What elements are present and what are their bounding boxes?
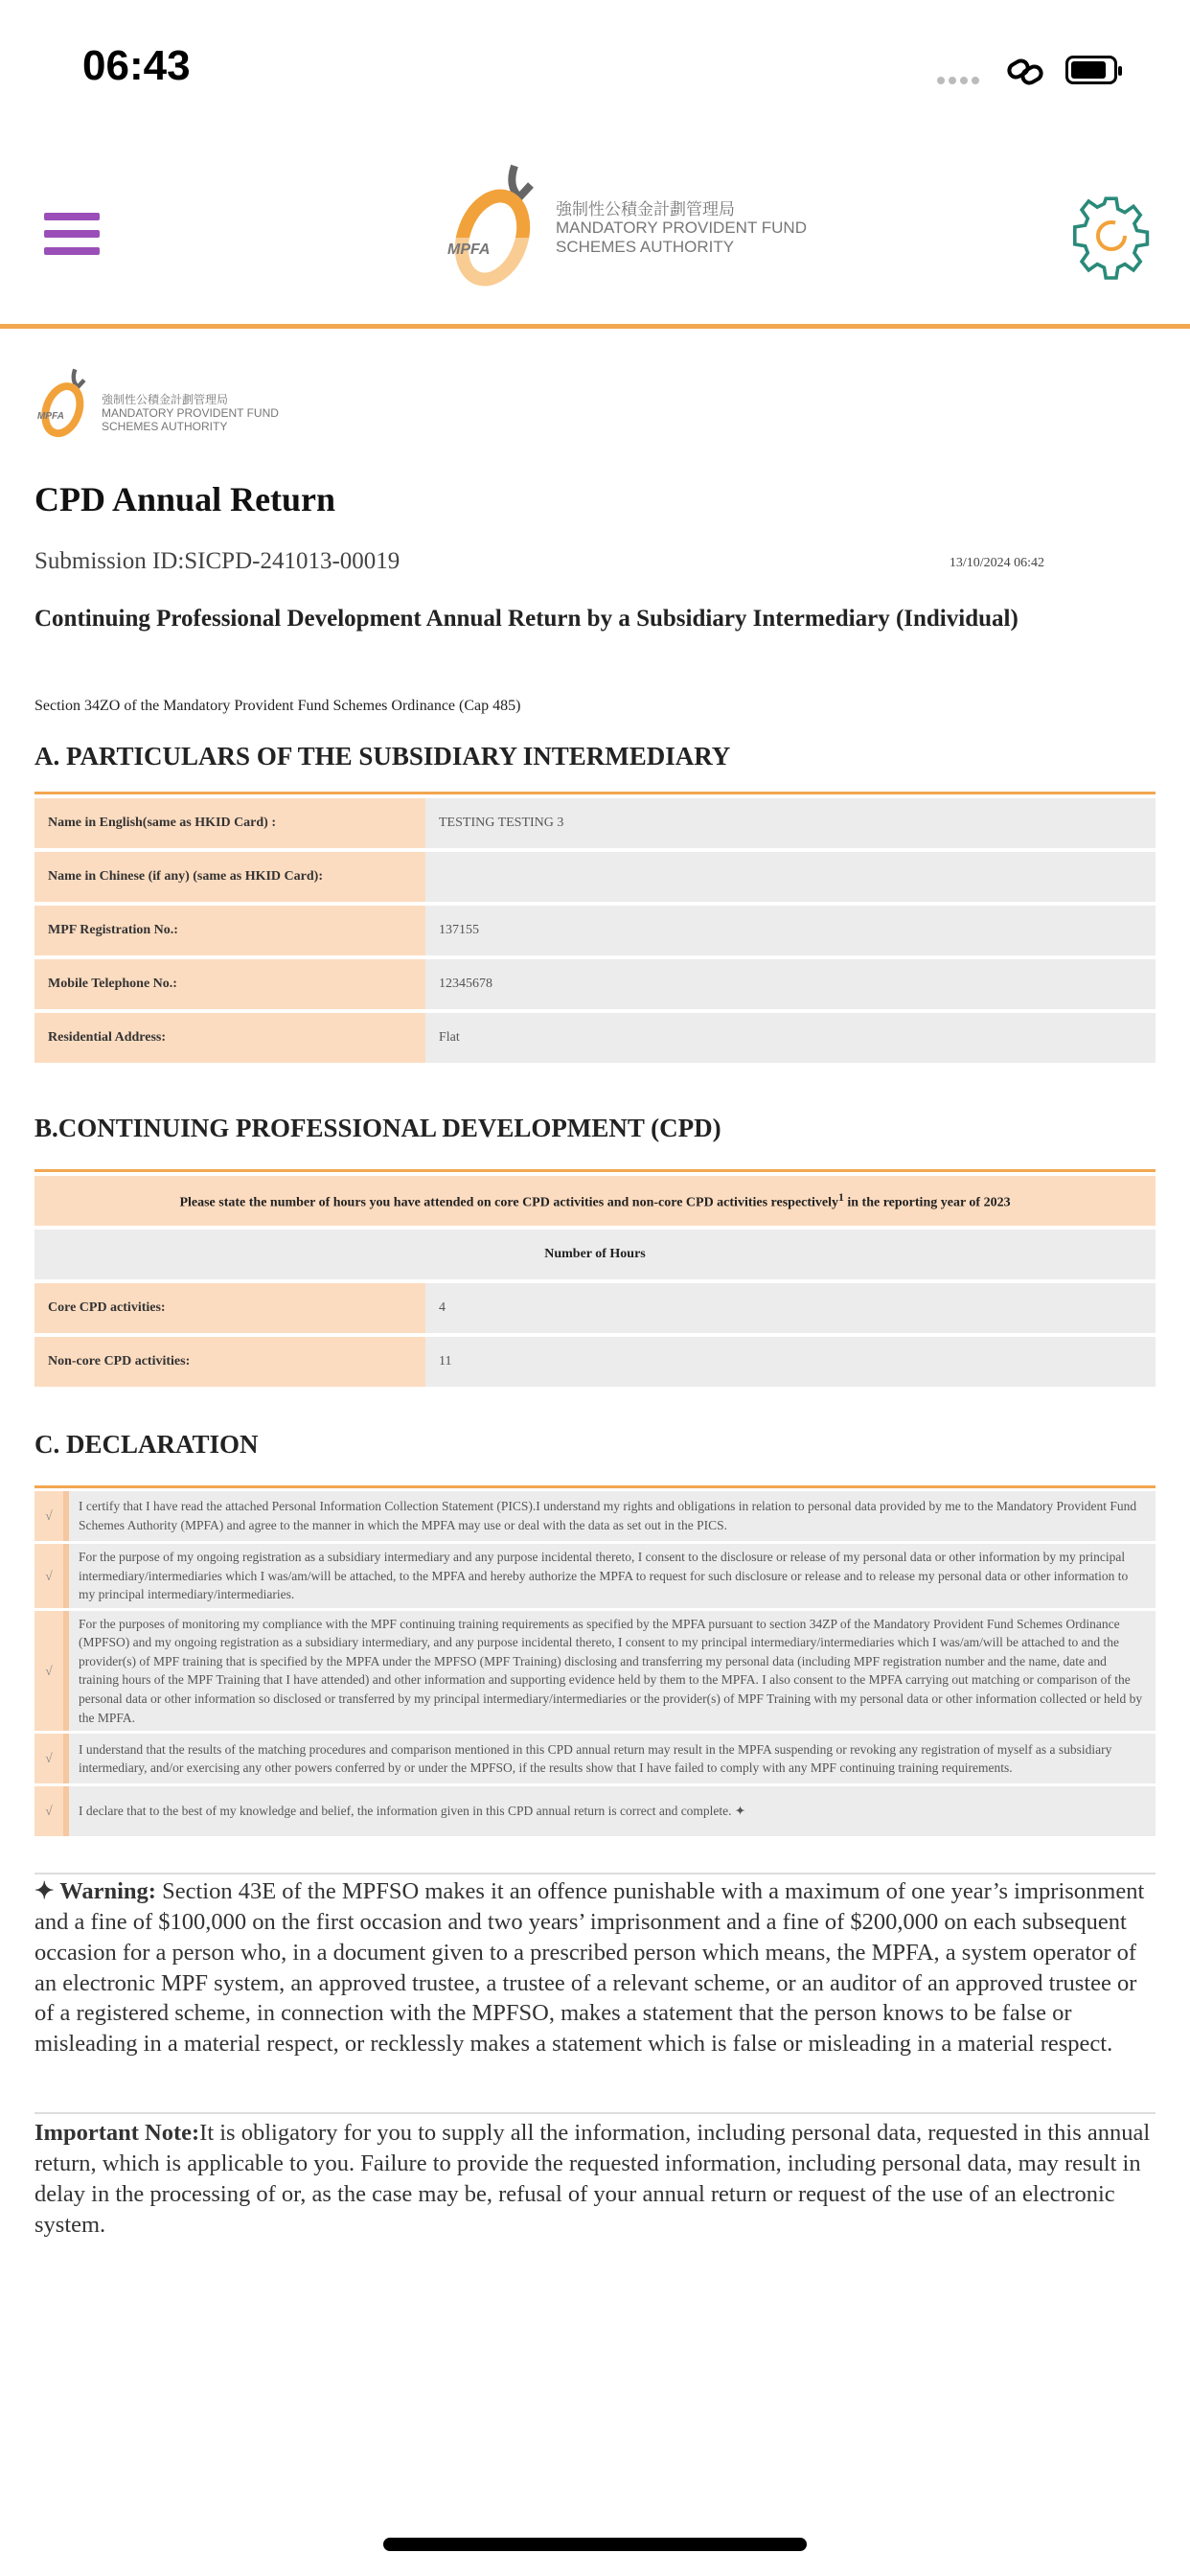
signal-icon — [937, 77, 979, 84]
divider — [34, 2112, 1156, 2114]
table-row — [34, 1283, 1156, 1333]
settings-gear-icon[interactable] — [1073, 192, 1150, 280]
section-reference: Section 34ZO of the Mandatory Provident Fund Schemes Ordinance (Cap 485) — [34, 698, 521, 714]
field-label: MPF Registration No.: — [34, 906, 425, 955]
table-row — [34, 852, 1156, 902]
logo-cn: 強制性公積金計劃管理局 — [556, 199, 735, 218]
important-note — [34, 2118, 1160, 2240]
field-value: 12345678 — [425, 959, 1156, 1009]
declaration-text: For the purposes of monitoring my compliance with the MPF continuing training requirements as specified by the MPFA pursuant to section 34ZP of the Mandatory Provident Fund Schemes Ordinance (MPFSO) and my ongoing registration as a subsidiary intermediary, and any purpose incidental thereto, I consent to my principal intermediary/intermediaries which I was/am/will be attached to and the provider(s) of MPF training that is specified by the MPFA under the MPFSO (MPF Training) disclosing and transferring my personal data (including MPF registration number and the name, date and training hours of the MPF Training that I have attended) and other information and supporting evidence held by them to the MPFA. I also consent to the MPFA carrying out matching or comparison of the personal data or other information so disclosed or transferred by my principal intermediary/intermediaries or the provider(s) of MPF Training with my personal data or other information collected or held by the MPFA. — [69, 1611, 1156, 1731]
warning-body: Section 43E of the MPFSO makes it an offence punishable with a maximum of one year’s imprisonment and a fine of $100,000 on the first occasion and two years’ imprisonment and a fine of $200,000 on each subsequent occasion for a person who, in a document given to a prescribed person which means, the MPFA, a system operator of an electronic MPF system, an approved trustee, a trustee of a relevant scheme, or an auditor of an approved trustee or of a registered scheme, in connection with the MPFSO, makes a statement that the person knows to be false or misleading in a material respect, or recklessly makes a statement which is false or misleading in a material respect. — [34, 1878, 1145, 2058]
section-a-heading: A. PARTICULARS OF THE SUBSIDIARY INTERMEDIARY — [34, 742, 731, 770]
mpfa-logo-small-icon — [34, 366, 94, 443]
declaration-text: I certify that I have read the attached Personal Information Collection Statement (PICS).I understand my rights and obligations in relation to personal data provided by me to the Mandatory Provident Fund Schemes Authority (MPFA) and agree to the manner in which the MPFA may use or deal with the data as set out in the PICS. — [69, 1491, 1156, 1541]
warning-text — [34, 1876, 1160, 2059]
field-value: TESTING TESTING 3 — [425, 798, 1156, 848]
cpd-prompt-row — [34, 1176, 1156, 1226]
declaration-item — [34, 1734, 1156, 1783]
header-divider — [0, 324, 1190, 329]
svg-text:MPFA: MPFA — [36, 411, 64, 423]
divider — [34, 1873, 1156, 1874]
mpfa-logo-document — [34, 366, 279, 443]
warning-label: ✦ Warning: — [34, 1878, 156, 1904]
logo-en1: MANDATORY PROVIDENT FUND — [102, 406, 279, 421]
table-row — [34, 906, 1156, 955]
declaration-table — [34, 1485, 1156, 1839]
menu-button[interactable] — [44, 213, 100, 255]
declaration-text: I declare that to the best of my knowledge and belief, the information given in this CPD annual return is correct and complete. ✦ — [69, 1786, 1156, 1836]
checkmark-icon: √ — [34, 1491, 69, 1541]
checkmark-icon: √ — [34, 1611, 69, 1731]
checkmark-icon: √ — [34, 1544, 69, 1608]
logo-cn: 強制性公積金計劃管理局 — [102, 393, 229, 407]
submission-id: Submission ID:SICPD-241013-00019 — [34, 548, 400, 574]
field-label: Non-core CPD activities: — [34, 1337, 425, 1387]
page-title: CPD Annual Return — [34, 480, 336, 518]
svg-text:MPFA: MPFA — [447, 242, 491, 258]
table-row — [34, 798, 1156, 848]
cpd-prompt: Please state the number of hours you have attended on core CPD activities and non-core CPD activities respectively — [179, 1195, 839, 1210]
table-row — [34, 1013, 1156, 1063]
home-indicator[interactable] — [383, 2538, 807, 2551]
table-row — [34, 959, 1156, 1009]
cpd-hours-table — [34, 1169, 1156, 1391]
submission-date: 13/10/2024 06:42 — [949, 556, 1044, 570]
declaration-text: I understand that the results of the matching procedures and comparison mentioned in this CPD annual return may result in the MPFA suspending or revoking any registration of myself as a subsidiary intermediary, and/or exercising any other powers conferred by or under the MPFSO, if the results show that I have failed to comply with any MPF continuing training requirements. — [69, 1734, 1156, 1783]
hours-header-row — [34, 1230, 1156, 1279]
footnote-ref: 1 — [838, 1190, 844, 1204]
field-value — [425, 852, 1156, 902]
mpfa-logo-header — [443, 161, 807, 295]
declaration-item — [34, 1544, 1156, 1608]
checkmark-icon: √ — [34, 1734, 69, 1783]
particulars-table — [34, 792, 1156, 1067]
table-row — [34, 1337, 1156, 1387]
checkmark-icon: √ — [34, 1786, 69, 1836]
field-value: 11 — [425, 1337, 1156, 1387]
mpfa-logo-icon — [443, 161, 548, 295]
declaration-text: For the purpose of my ongoing registration as a subsidiary intermediary and any purpose incidental thereto, I consent to the disclosure or release of my personal data or other information by my principal intermediary/intermediaries which I was/am/will be attached, to the MPFA and hereby authorize the MPFA to request for such disclosure or release and to release my personal data or other information to my principal intermediary/intermediaries. — [69, 1544, 1156, 1608]
logo-en1: MANDATORY PROVIDENT FUND — [556, 218, 807, 238]
field-label: Residential Address: — [34, 1013, 425, 1063]
field-value: Flat — [425, 1013, 1156, 1063]
hours-header: Number of Hours — [34, 1230, 1156, 1279]
field-value: 4 — [425, 1283, 1156, 1333]
cpd-prompt-year: in the reporting year of 2023 — [843, 1195, 1011, 1210]
status-time: 06:43 — [82, 42, 191, 89]
section-b-heading: B.CONTINUING PROFESSIONAL DEVELOPMENT (CPD) — [34, 1114, 721, 1142]
note-label: Important Note: — [34, 2120, 200, 2146]
battery-icon — [1065, 56, 1117, 84]
declaration-item — [34, 1611, 1156, 1731]
field-value: 137155 — [425, 906, 1156, 955]
field-label: Name in Chinese (if any) (same as HKID Card): — [34, 852, 425, 902]
declaration-item — [34, 1491, 1156, 1541]
link-icon — [1006, 56, 1044, 88]
field-label: Name in English(same as HKID Card) : — [34, 798, 425, 848]
declaration-item — [34, 1786, 1156, 1836]
field-label: Mobile Telephone No.: — [34, 959, 425, 1009]
field-label: Core CPD activities: — [34, 1283, 425, 1333]
logo-en2: SCHEMES AUTHORITY — [556, 237, 735, 256]
form-subtitle: Continuing Professional Development Annual Return by a Subsidiary Intermediary (Individual) — [34, 606, 1018, 632]
logo-en2: SCHEMES AUTHORITY — [102, 419, 228, 433]
note-body: It is obligatory for you to supply all the information, including personal data, requested in this annual return, which is applicable to you. Failure to provide the requested information, including personal data, may result in delay in the processing of or, as the case may be, refusal of your annual return or request of the use of an electronic system. — [34, 2120, 1151, 2238]
section-c-heading: C. DECLARATION — [34, 1430, 259, 1459]
